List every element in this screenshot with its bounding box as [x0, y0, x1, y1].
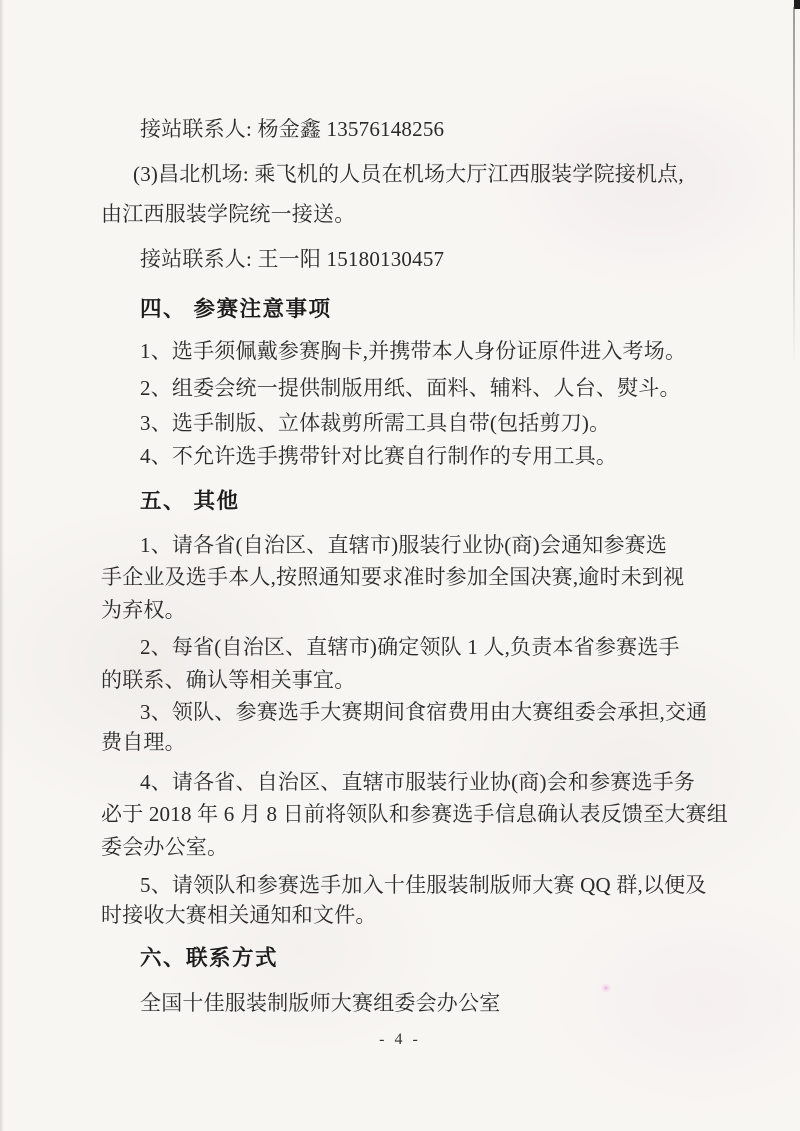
section4-item-3: 3、选手制版、立体裁剪所需工具自带(包括剪刀)。: [140, 411, 611, 435]
section4-item-2: 2、组委会统一提供制版用纸、面料、辅料、人台、熨斗。: [140, 376, 681, 400]
section5-item1-line3: 为弃权。: [101, 598, 186, 622]
section5-item4-line1: 4、请各省、自治区、直辖市服装行业协(商)会和参赛选手务: [140, 770, 696, 794]
scan-edge-line: [793, 7, 795, 367]
section6-heading: 六、联系方式: [140, 946, 279, 970]
committee-office-line: 全国十佳服装制版师大赛组委会办公室: [140, 991, 501, 1015]
pickup-contact-wang-line: 接站联系人: 王一阳 15180130457: [140, 247, 445, 271]
section5-item4-line2: 必于 2018 年 6 月 8 日前将领队和参赛选手信息确认表反馈至大赛组: [101, 802, 728, 826]
section5-item2-line1: 2、每省(自治区、直辖市)确定领队 1 人,负责本省参赛选手: [140, 635, 680, 659]
pickup-contact-yang-line: 接站联系人: 杨金鑫 13576148256: [140, 117, 445, 141]
section4-item-4: 4、不允许选手携带针对比赛自行制作的专用工具。: [140, 444, 618, 468]
section5-item1-line1: 1、请各省(自治区、直辖市)服装行业协(商)会通知参赛选: [140, 533, 668, 557]
changbei-airport-line: (3)昌北机场: 乘飞机的人员在机场大厅江西服装学院接机点,: [133, 162, 684, 186]
airport-shuttle-line: 由江西服装学院统一接送。: [101, 202, 356, 226]
section5-heading: 五、 其他: [140, 489, 240, 513]
section5-item2-line2: 的联系、确认等相关事宜。: [101, 668, 356, 692]
section5-item4-line3: 委会办公室。: [101, 835, 229, 859]
section5-item3-line1: 3、领队、参赛选手大赛期间食宿费用由大赛组委会承担,交通: [140, 700, 708, 724]
section4-item-1: 1、选手须佩戴参赛胸卡,并携带本人身份证原件进入考场。: [140, 339, 687, 363]
section4-heading: 四、 参赛注意事项: [140, 297, 332, 321]
page-number: - 4 -: [379, 1031, 421, 1048]
section5-item3-line2: 费自理。: [101, 730, 186, 754]
section5-item5-line1: 5、请领队和参赛选手加入十佳服装制版师大赛 QQ 群,以便及: [140, 873, 707, 897]
section5-item5-line2: 时接收大赛相关通知和文件。: [101, 903, 377, 927]
section5-item1-line2: 手企业及选手本人,按照通知要求准时参加全国决赛,逾时未到视: [101, 565, 685, 589]
